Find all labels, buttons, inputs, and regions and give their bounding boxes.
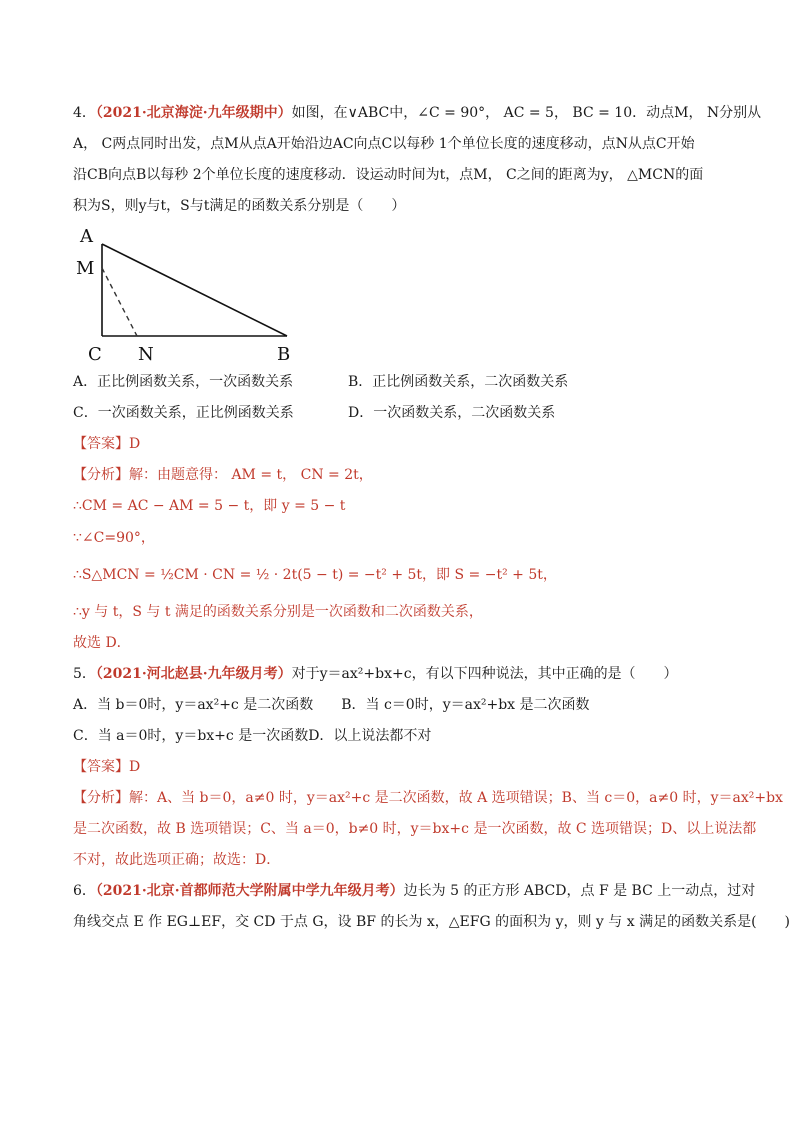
q4-answer: 【答案】D: [73, 436, 141, 452]
q4-line-3: 沿CB向点B以每秒 2个单位长度的速度移动．设运动时间为t，点M， C之间的距离为y， △MCN的面: [73, 167, 704, 183]
q5-options-ab: A．当 b＝0时，y＝ax²+c 是二次函数 B．当 c＝0时，y＝ax²+bx 是二次函数: [73, 697, 590, 713]
q4-analysis-3: ∵∠C=90°，: [73, 530, 155, 546]
label-m: M: [76, 258, 95, 279]
q6-stem-1: 边长为 5 的正方形 ABCD，点 F 是 BC 上一动点，过对: [403, 883, 756, 899]
q4-stem-1: 如图，在∨ABC中，∠C = 90°， AC = 5， BC = 10．动点M， N分别从: [291, 105, 762, 121]
q4-option-a: A．正比例函数关系，一次函数关系: [73, 374, 294, 390]
q4-analysis-1: 【分析】解：由题意得： AM = t， CN = 2t，: [73, 467, 373, 483]
q4-option-c: C．一次函数关系，正比例函数关系: [73, 405, 294, 421]
q5-stem: 对于y＝ax²+bx+c，有以下四种说法，其中正确的是（ ）: [291, 666, 678, 682]
q4-line-2: A， C两点同时出发，点M从点A开始沿边AC向点C以每秒 1个单位长度的速度移动，点N从点C开始: [73, 136, 695, 152]
label-b: B: [277, 344, 291, 364]
q5-analysis-3: 不对，故此选项正确；故选：D．: [73, 852, 281, 868]
q4-analysis-2: ∴CM = AC − AM = 5 − t，即 y = 5 − t: [73, 498, 346, 514]
q4-line-1: [73, 103, 761, 123]
q6-line-2: 角线交点 E 作 EG⊥EF，交 CD 于点 G，设 BF 的长为 x，△EFG 的面积为 y，则 y 与 x 满足的函数关系是( ): [73, 914, 791, 930]
label-n: N: [138, 344, 154, 364]
segment-mn: [102, 268, 137, 336]
q4-analysis-5: ∴y 与 t，S 与 t 满足的函数关系分别是一次函数和二次函数关系，: [73, 604, 483, 620]
q5-analysis-2: 是二次函数，故 B 选项错误；C、当 a＝0，b≠0 时，y＝bx+c 是一次函数，故 C 选项错误；D、以上说法都: [73, 821, 757, 837]
q4-number: 4．: [73, 105, 96, 121]
q4-line-4: 积为S，则y与t，S与t满足的函数关系分别是（ ）: [73, 198, 406, 214]
q5-line-1: [73, 664, 678, 684]
q6-number: 6．: [73, 883, 96, 899]
q5-options-cd: C．当 a＝0时，y＝bx+c 是一次函数D．以上说法都不对: [73, 728, 432, 744]
q4-option-d: D．一次函数关系，二次函数关系: [348, 405, 556, 421]
label-a: A: [80, 226, 93, 247]
q5-analysis-1: 【分析】解：A、当 b＝0，a≠0 时，y＝ax²+c 是二次函数，故 A 选项错误；B、当 c＝0，a≠0 时，y＝ax²+bx: [73, 790, 783, 806]
q4-analysis-6: 故选 D．: [73, 635, 131, 651]
q6-line-1: [73, 881, 755, 901]
triangle-figure: [70, 222, 310, 364]
q5-number: 5．: [73, 666, 96, 682]
q4-analysis-4: ∴S△MCN = ½CM · CN = ½ · 2t(5 − t) = −t² + 5t，即 S = −t² + 5t，: [73, 567, 557, 583]
q6-source: （2021·北京·首都师范大学附属中学九年级月考）: [95, 883, 404, 899]
q5-source: （2021·河北赵县·九年级月考）: [95, 666, 292, 682]
label-c: C: [88, 344, 102, 364]
q4-source: （2021·北京海淀·九年级期中）: [95, 105, 292, 121]
side-ab: [102, 244, 287, 336]
q5-answer: 【答案】D: [73, 759, 141, 775]
q4-option-b: B．正比例函数关系，二次函数关系: [348, 374, 569, 390]
